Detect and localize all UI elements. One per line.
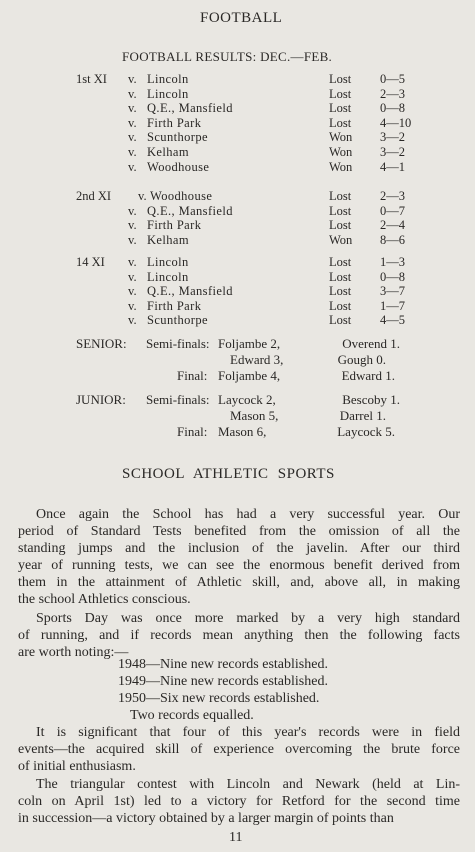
text-line: are worth noting:— bbox=[18, 645, 129, 660]
opponent-name: Q.E., Mansfield bbox=[147, 284, 233, 299]
versus-label: v. bbox=[128, 130, 137, 145]
opponent-name: Q.E., Mansfield bbox=[147, 203, 233, 218]
team-name: 2nd XI bbox=[76, 189, 112, 203]
versus-label: v. bbox=[128, 115, 137, 130]
cup-loser: Darrel 1. bbox=[339, 408, 386, 423]
opponent-name: Woodhouse bbox=[150, 189, 213, 203]
text-line: events—the acquired skill of experience overcoming the brute force bbox=[18, 742, 460, 757]
versus-label: v. bbox=[128, 101, 137, 116]
cup-loser: Edward 1. bbox=[341, 368, 395, 383]
match-result: Won bbox=[329, 232, 353, 247]
match-score: 4—1 bbox=[380, 159, 405, 174]
paragraph bbox=[18, 610, 460, 661]
match-row bbox=[0, 204, 475, 219]
opponent-name: Firth Park bbox=[147, 298, 202, 313]
text-line: the school Athletics conscious. bbox=[18, 592, 191, 607]
cup-winner: Foljambe 2, bbox=[218, 336, 281, 351]
versus-label: v. bbox=[138, 189, 147, 203]
opponent-name: Q.E., Mansfield bbox=[147, 101, 233, 116]
opponent-name: Firth Park bbox=[147, 115, 202, 130]
match-row bbox=[0, 130, 475, 145]
match-row bbox=[0, 72, 475, 87]
match-row bbox=[0, 284, 475, 299]
cup-winner: Edward 3, bbox=[230, 352, 284, 367]
match-result: Won bbox=[329, 130, 353, 145]
match-score: 0—5 bbox=[380, 72, 405, 86]
cup-winner: Mason 5, bbox=[230, 408, 279, 423]
text-line: Once again the School has had a very successful year. Our bbox=[36, 507, 460, 522]
opponent-name: Lincoln bbox=[147, 86, 189, 101]
match-score: 2—3 bbox=[380, 86, 405, 101]
versus-label: v. bbox=[128, 72, 137, 86]
record-line: Two records equalled. bbox=[130, 708, 254, 723]
text-line: them in the attainment of Athletic skill, and, above all, in making bbox=[18, 575, 460, 590]
match-score: 0—8 bbox=[380, 101, 405, 116]
text-line: The triangular contest with Lincoln and Newark (held at Lin- bbox=[36, 777, 460, 792]
record-line: 1949—Nine new records established. bbox=[118, 674, 328, 689]
versus-label: v. bbox=[128, 159, 137, 174]
cup-stage: Final: bbox=[177, 368, 208, 383]
match-result: Lost bbox=[329, 203, 352, 218]
cup-winner: Laycock 2, bbox=[218, 392, 276, 407]
opponent-name: Lincoln bbox=[147, 255, 189, 269]
opponent-name: Lincoln bbox=[147, 72, 189, 86]
cup-stage: Final: bbox=[177, 424, 208, 439]
opponent-name: Lincoln bbox=[147, 269, 189, 284]
match-result: Lost bbox=[329, 269, 352, 284]
opponent-name: Kelham bbox=[147, 232, 189, 247]
match-score: 3—2 bbox=[380, 145, 405, 159]
sports-heading: SCHOOL ATHLETIC SPORTS bbox=[122, 466, 335, 482]
paragraph bbox=[18, 724, 460, 775]
cup-row bbox=[0, 352, 475, 367]
text-line: standing jumps and the inclusion of the javelin. After our third bbox=[18, 541, 460, 556]
text-line: coln on April 1st) led to a victory for Retford for the second time bbox=[18, 794, 460, 809]
match-result: Lost bbox=[329, 255, 352, 269]
football-heading: FOOTBALL bbox=[200, 10, 283, 26]
cup-row bbox=[0, 408, 475, 423]
record-line: 1950—Six new records established. bbox=[118, 691, 320, 706]
page-number: 11 bbox=[229, 830, 243, 845]
cup-winner: Foljambe 4, bbox=[218, 368, 281, 383]
match-row bbox=[0, 145, 475, 160]
cup-loser: Overend 1. bbox=[342, 336, 400, 351]
cup-winner: Mason 6, bbox=[218, 424, 267, 439]
match-row bbox=[0, 87, 475, 102]
cup-stage: Semi-finals: bbox=[146, 392, 210, 407]
cup-label: SENIOR: bbox=[76, 336, 127, 351]
match-score: 0—8 bbox=[380, 269, 405, 284]
match-result: Lost bbox=[329, 313, 352, 328]
match-result: Lost bbox=[329, 298, 352, 313]
match-score: 3—7 bbox=[380, 284, 405, 299]
versus-label: v. bbox=[128, 203, 137, 218]
versus-label: v. bbox=[128, 232, 137, 247]
match-result: Lost bbox=[329, 115, 352, 130]
versus-label: v. bbox=[128, 145, 137, 159]
cup-loser: Laycock 5. bbox=[337, 424, 395, 439]
match-score: 2—3 bbox=[380, 189, 405, 203]
cup-row bbox=[0, 392, 475, 407]
text-line: Sports Day was once more marked by a very high standard bbox=[36, 611, 460, 626]
cup-row bbox=[0, 368, 475, 383]
match-row bbox=[0, 160, 475, 175]
versus-label: v. bbox=[128, 284, 137, 299]
match-result: Lost bbox=[329, 101, 352, 116]
text-line: of initial enthusiasm. bbox=[18, 759, 136, 774]
match-row bbox=[0, 233, 475, 248]
match-row bbox=[0, 218, 475, 233]
cup-loser: Bescoby 1. bbox=[342, 392, 400, 407]
record-line: 1948—Nine new records established. bbox=[118, 657, 328, 672]
match-result: Won bbox=[329, 159, 353, 174]
text-line: period of Standard Tests benefited from the omission of all the bbox=[18, 524, 460, 539]
match-score: 2—4 bbox=[380, 218, 405, 233]
cup-row bbox=[0, 336, 475, 351]
cup-loser: Gough 0. bbox=[337, 352, 386, 367]
text-line: of running, and if records mean anything then the following facts bbox=[18, 628, 460, 643]
match-result: Lost bbox=[329, 86, 352, 101]
match-score: 8—6 bbox=[380, 232, 405, 247]
match-score: 3—2 bbox=[380, 130, 405, 145]
text-line: in succession—a victory obtained by a larger margin of points than bbox=[18, 811, 394, 826]
opponent-name: Scunthorpe bbox=[147, 313, 208, 328]
match-score: 1—7 bbox=[380, 298, 405, 313]
cup-stage: Semi-finals: bbox=[146, 336, 210, 351]
match-result: Lost bbox=[329, 189, 352, 203]
match-result: Won bbox=[329, 145, 353, 159]
match-row bbox=[0, 101, 475, 116]
team-name: 1st XI bbox=[76, 72, 107, 86]
opponent-name: Scunthorpe bbox=[147, 130, 208, 145]
opponent-name: Kelham bbox=[147, 145, 189, 159]
match-row bbox=[0, 189, 475, 204]
cup-label: JUNIOR: bbox=[76, 392, 126, 407]
match-score: 4—10 bbox=[380, 115, 412, 130]
match-row bbox=[0, 116, 475, 131]
match-result: Lost bbox=[329, 72, 352, 86]
match-score: 0—7 bbox=[380, 203, 405, 218]
cup-row bbox=[0, 424, 475, 439]
versus-label: v. bbox=[128, 218, 137, 233]
match-row bbox=[0, 299, 475, 314]
match-score: 4—5 bbox=[380, 313, 405, 328]
versus-label: v. bbox=[128, 86, 137, 101]
versus-label: v. bbox=[128, 269, 137, 284]
paragraph bbox=[18, 776, 460, 827]
versus-label: v. bbox=[128, 313, 137, 328]
results-heading: FOOTBALL RESULTS: DEC.—FEB. bbox=[122, 49, 333, 64]
team-name: 14 XI bbox=[76, 255, 105, 269]
match-score: 1—3 bbox=[380, 255, 405, 269]
text-line: year of running tests, we can see the enormous benefit derived from bbox=[18, 558, 460, 573]
match-row bbox=[0, 313, 475, 328]
match-row bbox=[0, 255, 475, 270]
text-line: It is significant that four of this year's records were in field bbox=[36, 725, 460, 740]
opponent-name: Firth Park bbox=[147, 218, 202, 233]
paragraph bbox=[18, 506, 460, 608]
match-result: Lost bbox=[329, 218, 352, 233]
match-row bbox=[0, 270, 475, 285]
opponent-name: Woodhouse bbox=[147, 159, 210, 174]
match-result: Lost bbox=[329, 284, 352, 299]
versus-label: v. bbox=[128, 255, 137, 269]
versus-label: v. bbox=[128, 298, 137, 313]
